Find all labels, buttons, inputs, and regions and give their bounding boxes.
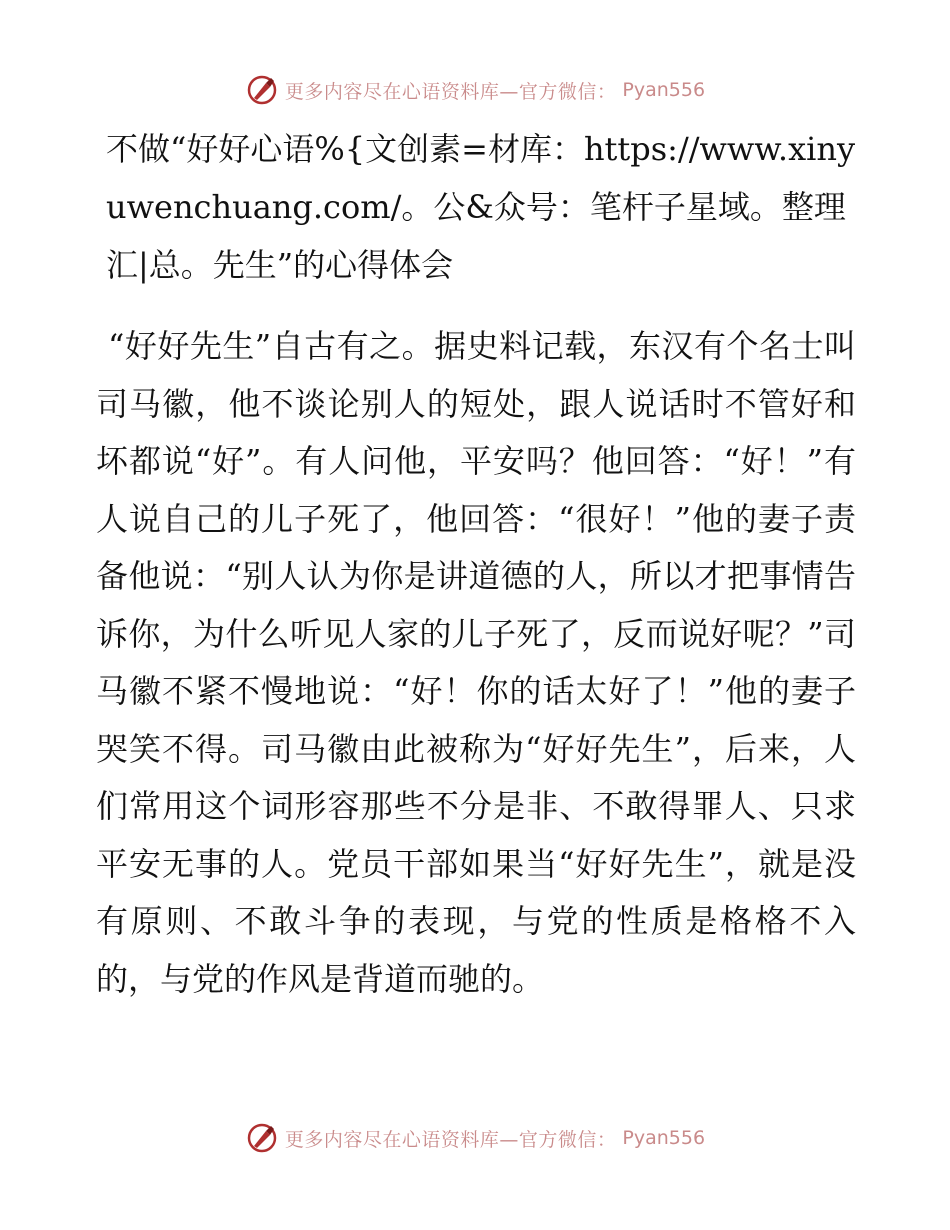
pen-nib-logo-icon xyxy=(245,1121,279,1155)
document-body xyxy=(96,120,856,1008)
document-paragraph: “好好先生”自古有之。据史料记载，东汉有个名士叫司马徽，他不谈论别人的短处，跟人说话时不管好和坏都说“好”。有人问他，平安吗？他回答：“好！”有人说自己的儿子死了，他回答：“很好！”他的妻子责备他说：“别人认为你是讲道德的人，所以才把事情告诉你，为什么听见人家的儿子死了，反而说好呢？”司马徽不紧不慢地说：“好！你的话太好了！”他的妻子哭笑不得。司马徽由此被称为“好好先生”，后来，人们常用这个词形容那些不分是非、不敢得罪人、只求平安无事的人。党员干部如果当“好好先生”，就是没有原则、不敢斗争的表现，与党的性质是格格不入的，与党的作风是背道而驰的。 xyxy=(96,327,856,998)
pen-nib-logo-icon xyxy=(245,73,279,107)
header-watermark-banner xyxy=(0,70,950,110)
banner-wechat-id: Pyan556 xyxy=(622,79,706,101)
banner-text: 更多内容尽在心语资料库—官方微信： xyxy=(284,1128,617,1151)
banner-wechat-id: Pyan556 xyxy=(622,1127,706,1149)
footer-watermark-banner xyxy=(0,1118,950,1158)
document-title: 不做“好好心语%{文创素=材库：https://www.xinyuwenchuang.com/。公&众号：笔杆子星域。整理汇|总。先生”的心得体会 xyxy=(106,130,856,284)
banner-text: 更多内容尽在心语资料库—官方微信： xyxy=(284,80,617,103)
